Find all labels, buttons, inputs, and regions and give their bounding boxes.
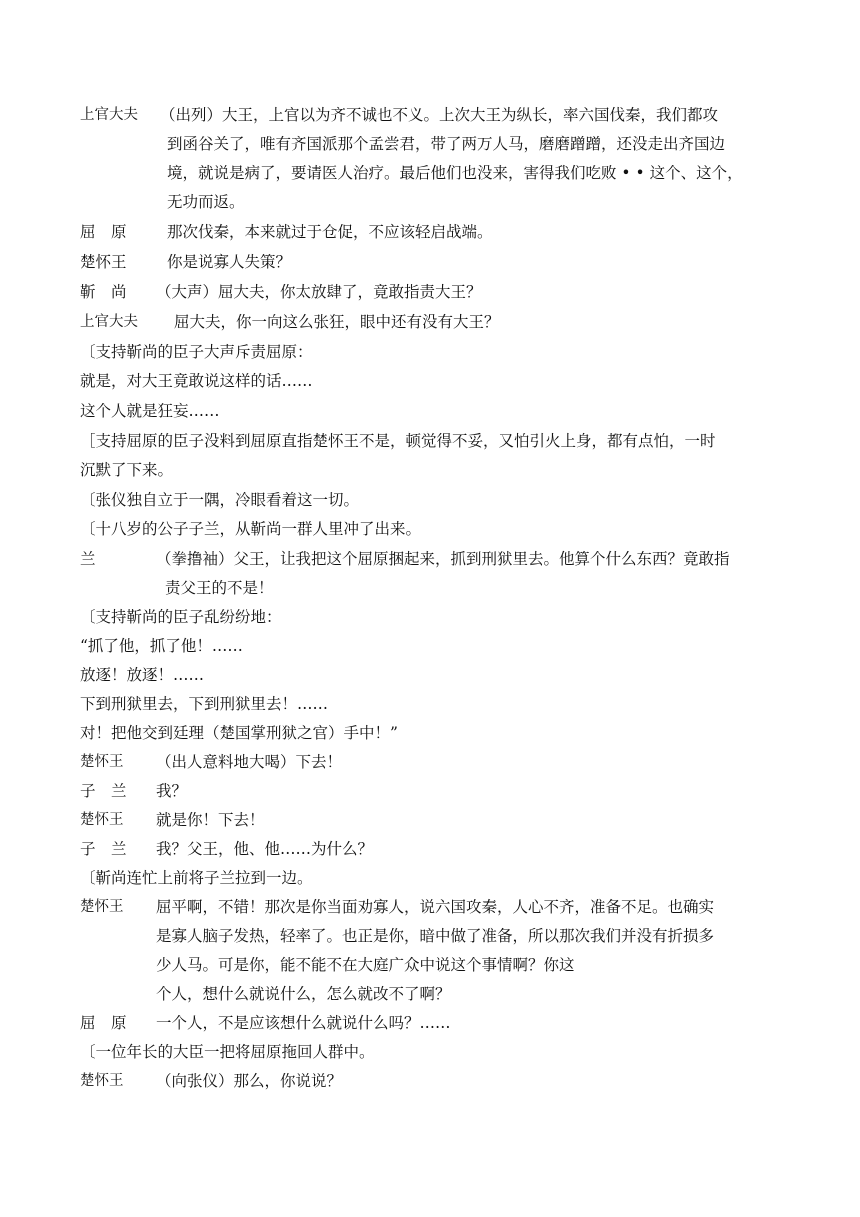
dialogue-line — [0, 101, 860, 129]
dialogue-text: 那次伐秦，本来就过于仓促，不应该轻启战端。 — [167, 223, 493, 241]
dialogue-text: （出人意料地大喝）下去！ — [156, 753, 343, 771]
dialogue-text: 屈大夫，你一向这么张狂，眼中还有没有大王？ — [174, 313, 500, 331]
dialogue-text: 是寡人脑子发热，轻率了。也正是你，暗中做了准备，所以那次我们并没有折损多 — [156, 927, 715, 945]
dialogue-line — [0, 1067, 860, 1095]
dialogue-text: 个人，想什么就说什么，怎么就改不了啊？ — [156, 985, 451, 1003]
continuation-line — [0, 188, 860, 216]
speaker-name: 楚怀王 — [80, 899, 124, 915]
continuation-line — [0, 159, 860, 187]
dialogue-text: 这个人就是狂妄…… — [80, 402, 220, 420]
dialogue-text: 放逐！放逐！…… — [80, 666, 205, 684]
dialogue-text: 沉默了下来。 — [80, 461, 174, 479]
dialogue-text: 我？ — [156, 782, 188, 800]
dialogue-text: 少人马。可是你，能不能不在大庭广众中说这个事情啊？你这 — [156, 956, 575, 974]
stage-direction — [0, 1038, 860, 1066]
dialogue-text: 〔十八岁的公子子兰，从靳尚一群人里冲了出来。 — [80, 520, 422, 538]
dialogue-line — [0, 308, 860, 336]
dialogue-text: 就是你！下去！ — [156, 811, 265, 829]
dialogue-text: ［支持屈原的臣子没料到屈原直指楚怀王不是，顿觉得不妥，又怕引火上身，都有点怕，一时 — [80, 432, 716, 450]
stage-direction — [0, 456, 860, 484]
dialogue-text: （大声）屈大夫，你太放肆了，竟敢指责大王？ — [156, 283, 482, 301]
dialogue-line — [0, 893, 860, 921]
stage-direction — [0, 367, 860, 395]
speaker-name: 子 兰 — [80, 782, 127, 800]
stage-direction — [0, 719, 860, 747]
dialogue-text: 一个人，不是应该想什么就说什么吗？…… — [156, 1014, 451, 1032]
continuation-line — [0, 130, 860, 158]
dialogue-line — [0, 748, 860, 776]
dialogue-line — [0, 777, 860, 805]
stage-direction — [0, 397, 860, 425]
stage-direction — [0, 632, 860, 660]
dialogue-text: 无功而返。 — [167, 193, 245, 211]
dialogue-text: （向张仪）那么，你说说？ — [156, 1072, 343, 1090]
dialogue-text: 对！把他交到廷理（楚国掌刑狱之官）手中！” — [80, 724, 398, 742]
dialogue-line — [0, 218, 860, 246]
continuation-line — [0, 951, 860, 979]
speaker-name: 子 兰 — [80, 840, 127, 858]
speaker-name: 楚怀王 — [80, 253, 127, 271]
dialogue-line — [0, 248, 860, 276]
dialogue-text: 屈平啊，不错！那次是你当面劝寡人，说六国攻秦，人心不齐，准备不足。也确实 — [156, 898, 715, 916]
stage-direction — [0, 427, 860, 455]
dialogue-text: 〔靳尚连忙上前将子兰拉到一边。 — [80, 869, 313, 887]
dialogue-text: 〔支持靳尚的臣子乱纷纷地： — [80, 608, 282, 626]
dialogue-line — [0, 806, 860, 834]
speaker-name: 上官大夫 — [80, 107, 138, 123]
dialogue-text: 你是说寡人失策？ — [167, 253, 292, 271]
dialogue-text: （出列）大王，上官以为齐不诚也不义。上次大王为纵长，率六国伐秦，我们都攻 — [160, 106, 719, 124]
stage-direction — [0, 864, 860, 892]
speaker-name: 上官大夫 — [80, 314, 138, 330]
dialogue-line — [0, 835, 860, 863]
stage-direction — [0, 603, 860, 631]
dialogue-text: 就是，对大王竟敢说这样的话…… — [80, 372, 313, 390]
dialogue-text: 我？父王，他、他……为什么？ — [156, 840, 374, 858]
stage-direction — [0, 515, 860, 543]
speaker-name: 楚怀王 — [80, 1073, 124, 1089]
dialogue-text: 〔支持靳尚的臣子大声斥责屈原： — [80, 343, 313, 361]
dialogue-text: 到函谷关了，唯有齐国派那个孟尝君，带了两万人马，磨磨蹭蹭，还没走出齐国边 — [167, 135, 726, 153]
continuation-line — [0, 922, 860, 950]
stage-direction — [0, 486, 860, 514]
dialogue-line — [0, 278, 860, 306]
dialogue-text: 责父王的不是！ — [165, 579, 274, 597]
continuation-line — [0, 574, 860, 602]
stage-direction — [0, 690, 860, 718]
continuation-line — [0, 980, 860, 1008]
dialogue-text: （拳撸袖）父王，让我把这个屈原捆起来，抓到刑狱里去。他算个什么东西？竟敢指 — [156, 550, 730, 568]
speaker-name: 屈 原 — [80, 1014, 127, 1032]
dialogue-text: 下到刑狱里去，下到刑狱里去！…… — [80, 695, 329, 713]
dialogue-line — [0, 545, 860, 573]
dialogue-text: 〔一位年长的大臣一把将屈原拖回人群中。 — [80, 1043, 375, 1061]
stage-direction — [0, 338, 860, 366]
dialogue-text: “抓了他，抓了他！…… — [80, 637, 243, 655]
stage-direction — [0, 661, 860, 689]
speaker-name: 楚怀王 — [80, 812, 124, 828]
speaker-name: 楚怀王 — [80, 754, 124, 770]
speaker-name: 靳 尚 — [80, 283, 127, 301]
speaker-name: 屈 原 — [80, 223, 127, 241]
dialogue-text: 境，就说是病了，要请医人治疗。最后他们也没来，害得我们吃败 • • 这个、这个， — [167, 164, 743, 182]
dialogue-line — [0, 1009, 860, 1037]
dialogue-text: 〔张仪独自立于一隅，冷眼看着这一切。 — [80, 491, 360, 509]
speaker-name: 兰 — [80, 550, 96, 568]
